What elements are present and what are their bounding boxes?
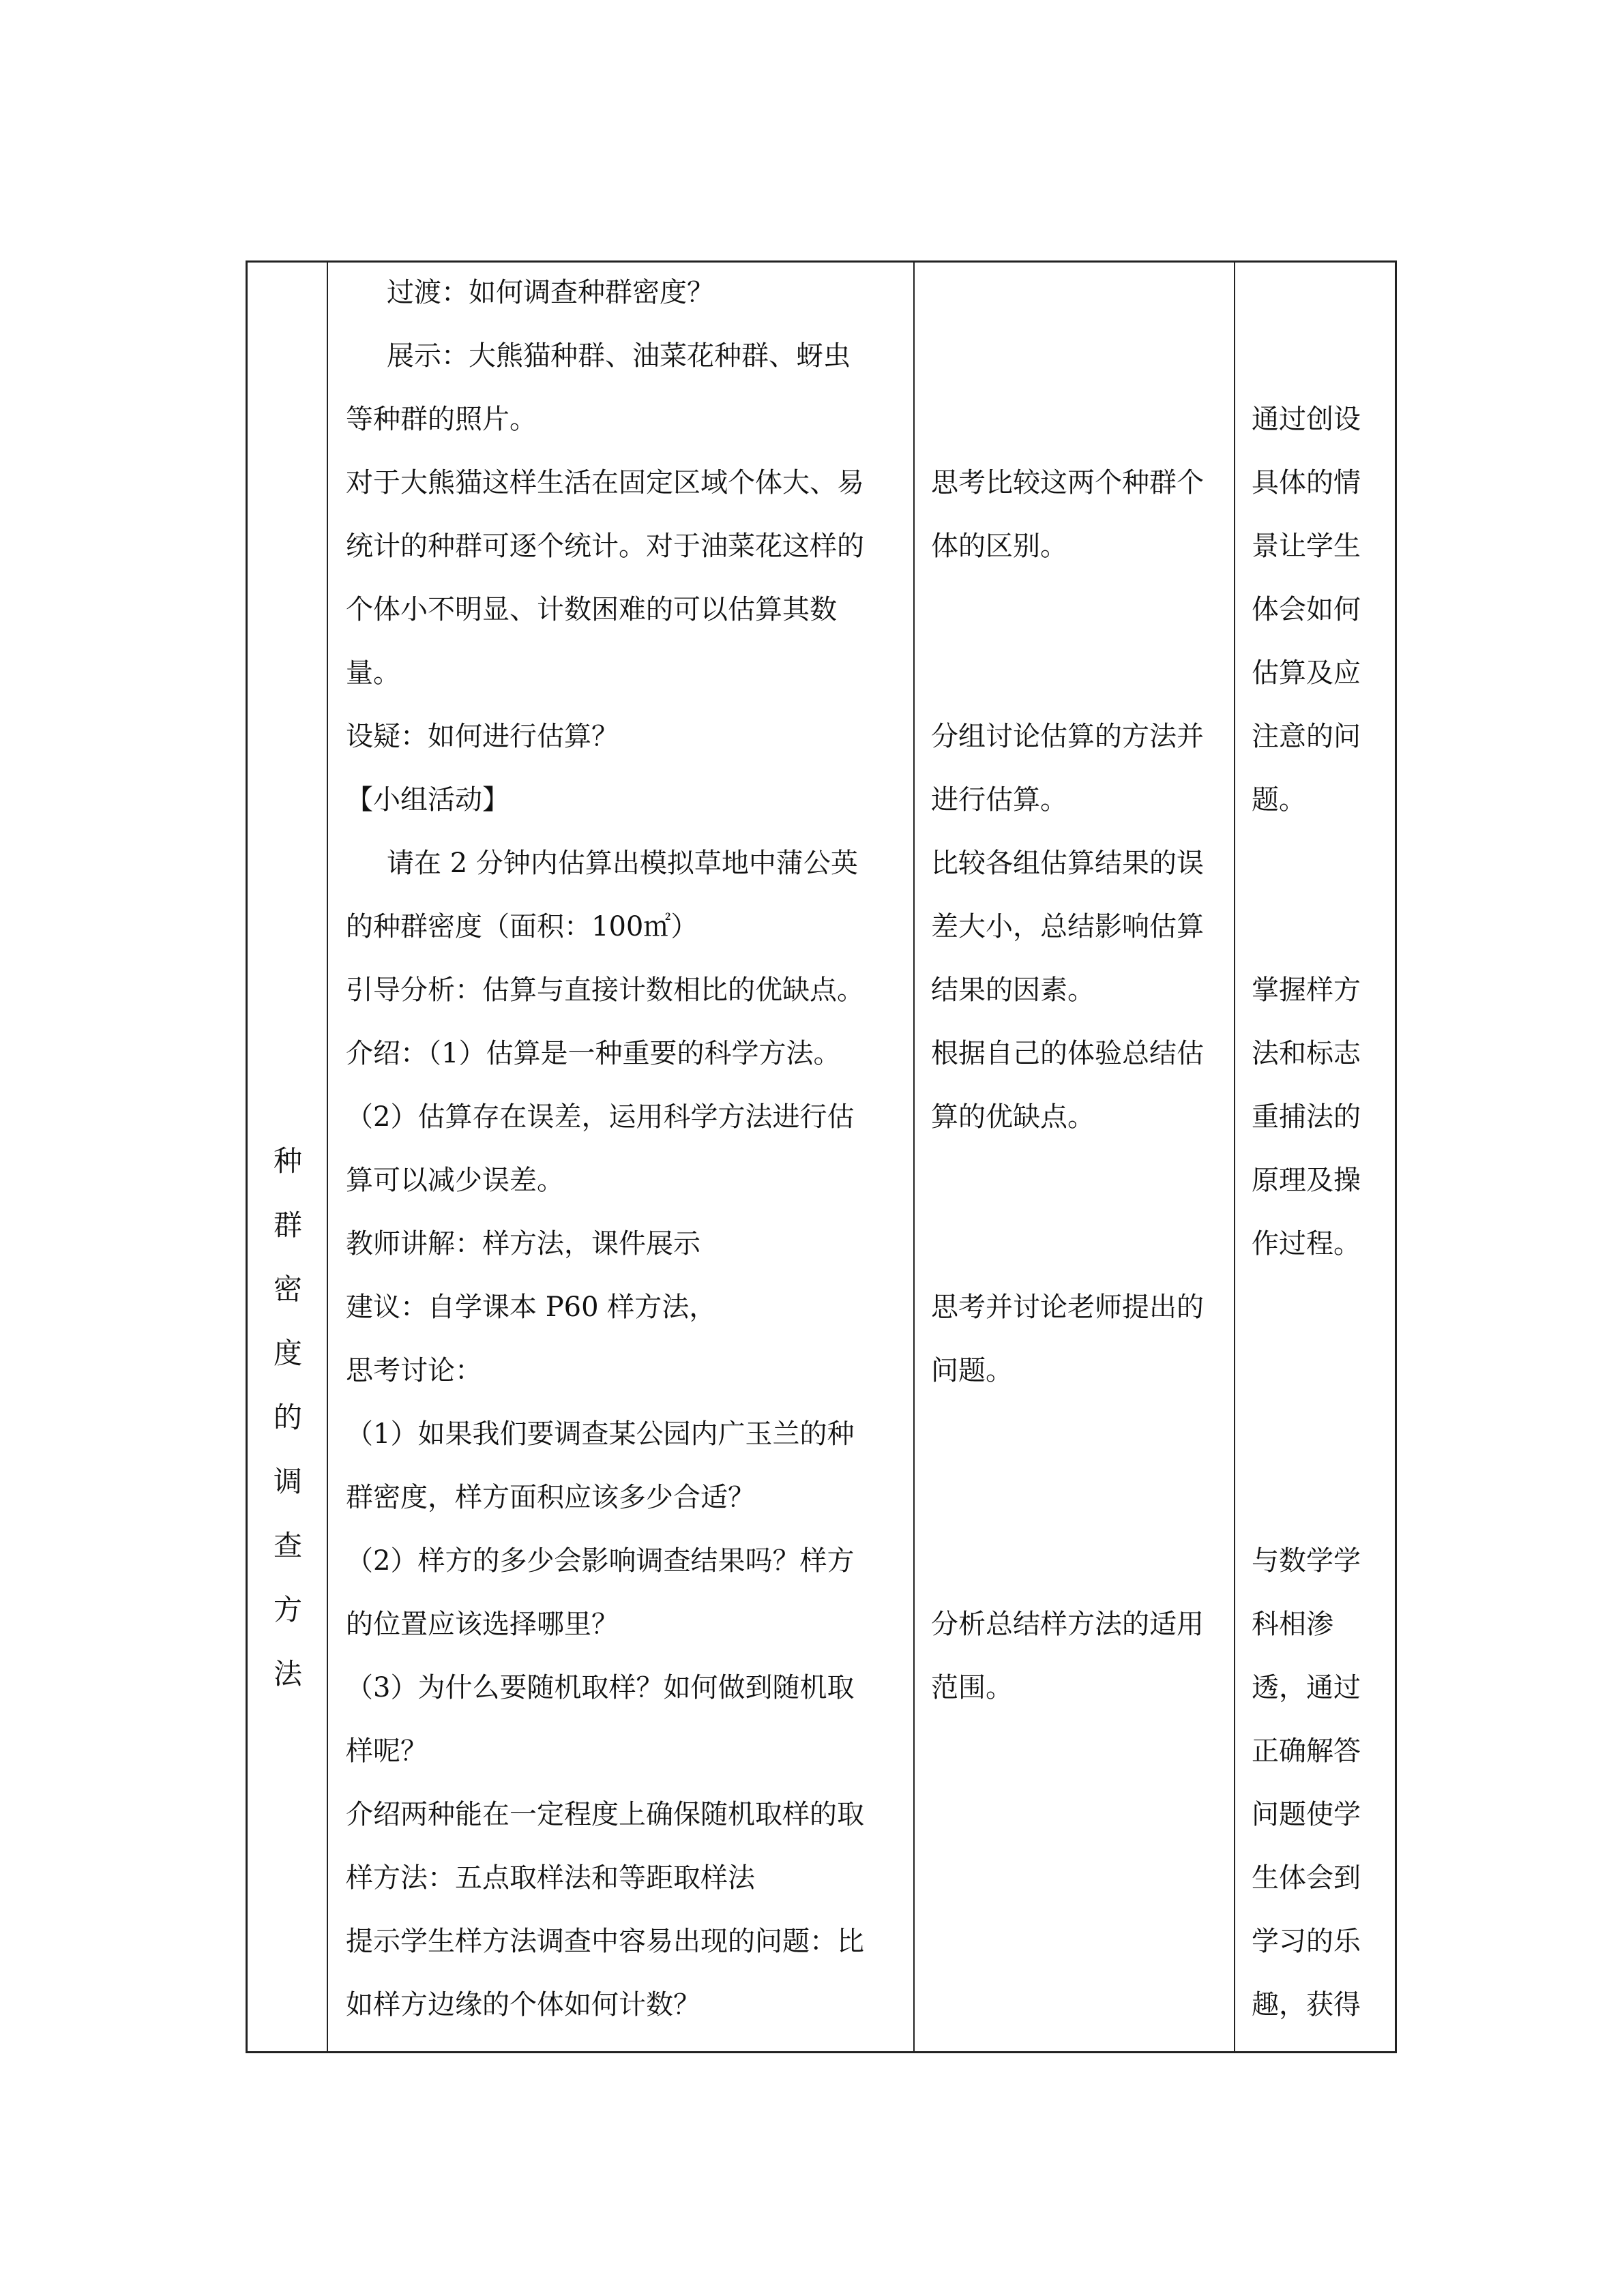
intent-line: 景让学生 bbox=[1252, 531, 1361, 562]
teacher-activity-column bbox=[328, 263, 915, 2051]
intent-line: 与数学学 bbox=[1252, 1545, 1361, 1577]
teacher-line: 等种群的照片。 bbox=[346, 404, 537, 435]
topic-char: 度 bbox=[273, 1337, 302, 1370]
intent-line: 估算及应 bbox=[1252, 657, 1361, 689]
teacher-line: （1）如果我们要调查某公园内广玉兰的种 bbox=[346, 1418, 855, 1450]
student-line: 分析总结样方法的适用 bbox=[931, 1609, 1204, 1640]
student-activity-column bbox=[915, 263, 1235, 2051]
teacher-line: 设疑：如何进行估算？ bbox=[346, 721, 619, 752]
teacher-line: 请在 2 分钟内估算出模拟草地中蒲公英 bbox=[387, 848, 858, 879]
teacher-line: 建议：自学课本 P60 样方法， bbox=[346, 1292, 717, 1323]
teacher-line: 统计的种群可逐个统计。对于油菜花这样的 bbox=[346, 531, 864, 562]
teacher-line: 如样方边缘的个体如何计数？ bbox=[346, 1989, 700, 2021]
intent-line: 注意的问 bbox=[1252, 721, 1361, 752]
teacher-line: 引导分析：估算与直接计数相比的优缺点。 bbox=[346, 974, 864, 1006]
intent-line: 具体的情 bbox=[1252, 467, 1361, 498]
teacher-line: 群密度，样方面积应该多少合适？ bbox=[346, 1482, 755, 1513]
teacher-line: 过渡：如何调查种群密度？ bbox=[387, 277, 714, 308]
teacher-line: 展示：大熊猫种群、油菜花种群、蚜虫 bbox=[387, 340, 851, 372]
design-intent-column bbox=[1235, 263, 1395, 2051]
teacher-line: 样方法：五点取样法和等距取样法 bbox=[346, 1862, 755, 1894]
topic-column bbox=[248, 263, 328, 2051]
topic-char: 密 bbox=[273, 1272, 302, 1306]
student-line: 差大小，总结影响估算 bbox=[931, 911, 1204, 942]
intent-line: 重捕法的 bbox=[1252, 1101, 1361, 1133]
student-line: 体的区别。 bbox=[931, 531, 1067, 562]
student-line: 结果的因素。 bbox=[931, 974, 1095, 1006]
teacher-line: 量。 bbox=[346, 657, 400, 689]
intent-line: 原理及操 bbox=[1252, 1165, 1361, 1196]
intent-line: 正确解答 bbox=[1252, 1735, 1361, 1767]
lesson-plan-table bbox=[246, 260, 1397, 2053]
intent-line: 作过程。 bbox=[1252, 1228, 1361, 1259]
intent-line: 法和标志 bbox=[1252, 1038, 1361, 1069]
teacher-line: 思考讨论： bbox=[346, 1355, 482, 1386]
teacher-line: 介绍两种能在一定程度上确保随机取样的取 bbox=[346, 1799, 864, 1830]
student-line: 范围。 bbox=[931, 1672, 1013, 1703]
intent-line: 问题使学 bbox=[1252, 1799, 1361, 1830]
student-line: 根据自己的体验总结估 bbox=[931, 1038, 1204, 1069]
student-line: 比较各组估算结果的误 bbox=[931, 848, 1204, 879]
student-line: 思考比较这两个种群个 bbox=[931, 467, 1204, 498]
topic-char: 查 bbox=[273, 1529, 302, 1562]
teacher-line: 的位置应该选择哪里？ bbox=[346, 1609, 619, 1640]
intent-line: 掌握样方 bbox=[1252, 974, 1361, 1006]
intent-line: 题。 bbox=[1252, 784, 1306, 816]
teacher-line: 个体小不明显、计数困难的可以估算其数 bbox=[346, 594, 837, 625]
teacher-line: 介绍：（1）估算是一种重要的科学方法。 bbox=[346, 1038, 841, 1069]
intent-line: 生体会到 bbox=[1252, 1862, 1361, 1894]
intent-line: 通过创设 bbox=[1252, 404, 1361, 435]
intent-line: 学习的乐 bbox=[1252, 1926, 1361, 1957]
topic-char: 群 bbox=[273, 1208, 302, 1242]
student-line: 分组讨论估算的方法并 bbox=[931, 721, 1204, 752]
teacher-line: （2）估算存在误差，运用科学方法进行估 bbox=[346, 1101, 855, 1133]
topic-char: 调 bbox=[273, 1465, 302, 1498]
student-line: 算的优缺点。 bbox=[931, 1101, 1095, 1133]
intent-line: 体会如何 bbox=[1252, 594, 1361, 625]
student-line: 思考并讨论老师提出的 bbox=[931, 1292, 1204, 1323]
student-line: 问题。 bbox=[931, 1355, 1013, 1386]
teacher-line: 【小组活动】 bbox=[346, 784, 510, 816]
topic-char: 的 bbox=[273, 1401, 302, 1434]
intent-line: 科相渗 bbox=[1252, 1609, 1333, 1640]
teacher-line: 样呢？ bbox=[346, 1735, 428, 1767]
teacher-line: 教师讲解：样方法，课件展示 bbox=[346, 1228, 700, 1259]
topic-char: 法 bbox=[273, 1657, 302, 1690]
intent-line: 趣，获得 bbox=[1252, 1989, 1361, 2021]
topic-char: 方 bbox=[273, 1593, 302, 1626]
teacher-line: （2）样方的多少会影响调查结果吗？样方 bbox=[346, 1545, 855, 1577]
student-line: 进行估算。 bbox=[931, 784, 1067, 816]
teacher-line: 算可以减少误差。 bbox=[346, 1165, 564, 1196]
topic-char: 种 bbox=[273, 1144, 302, 1178]
teacher-line: 的种群密度（面积：100㎡） bbox=[346, 911, 698, 942]
teacher-line: （3）为什么要随机取样？如何做到随机取 bbox=[346, 1672, 855, 1703]
teacher-line: 提示学生样方法调查中容易出现的问题：比 bbox=[346, 1926, 864, 1957]
intent-line: 透，通过 bbox=[1252, 1672, 1361, 1703]
teacher-line: 对于大熊猫这样生活在固定区域个体大、易 bbox=[346, 467, 864, 498]
